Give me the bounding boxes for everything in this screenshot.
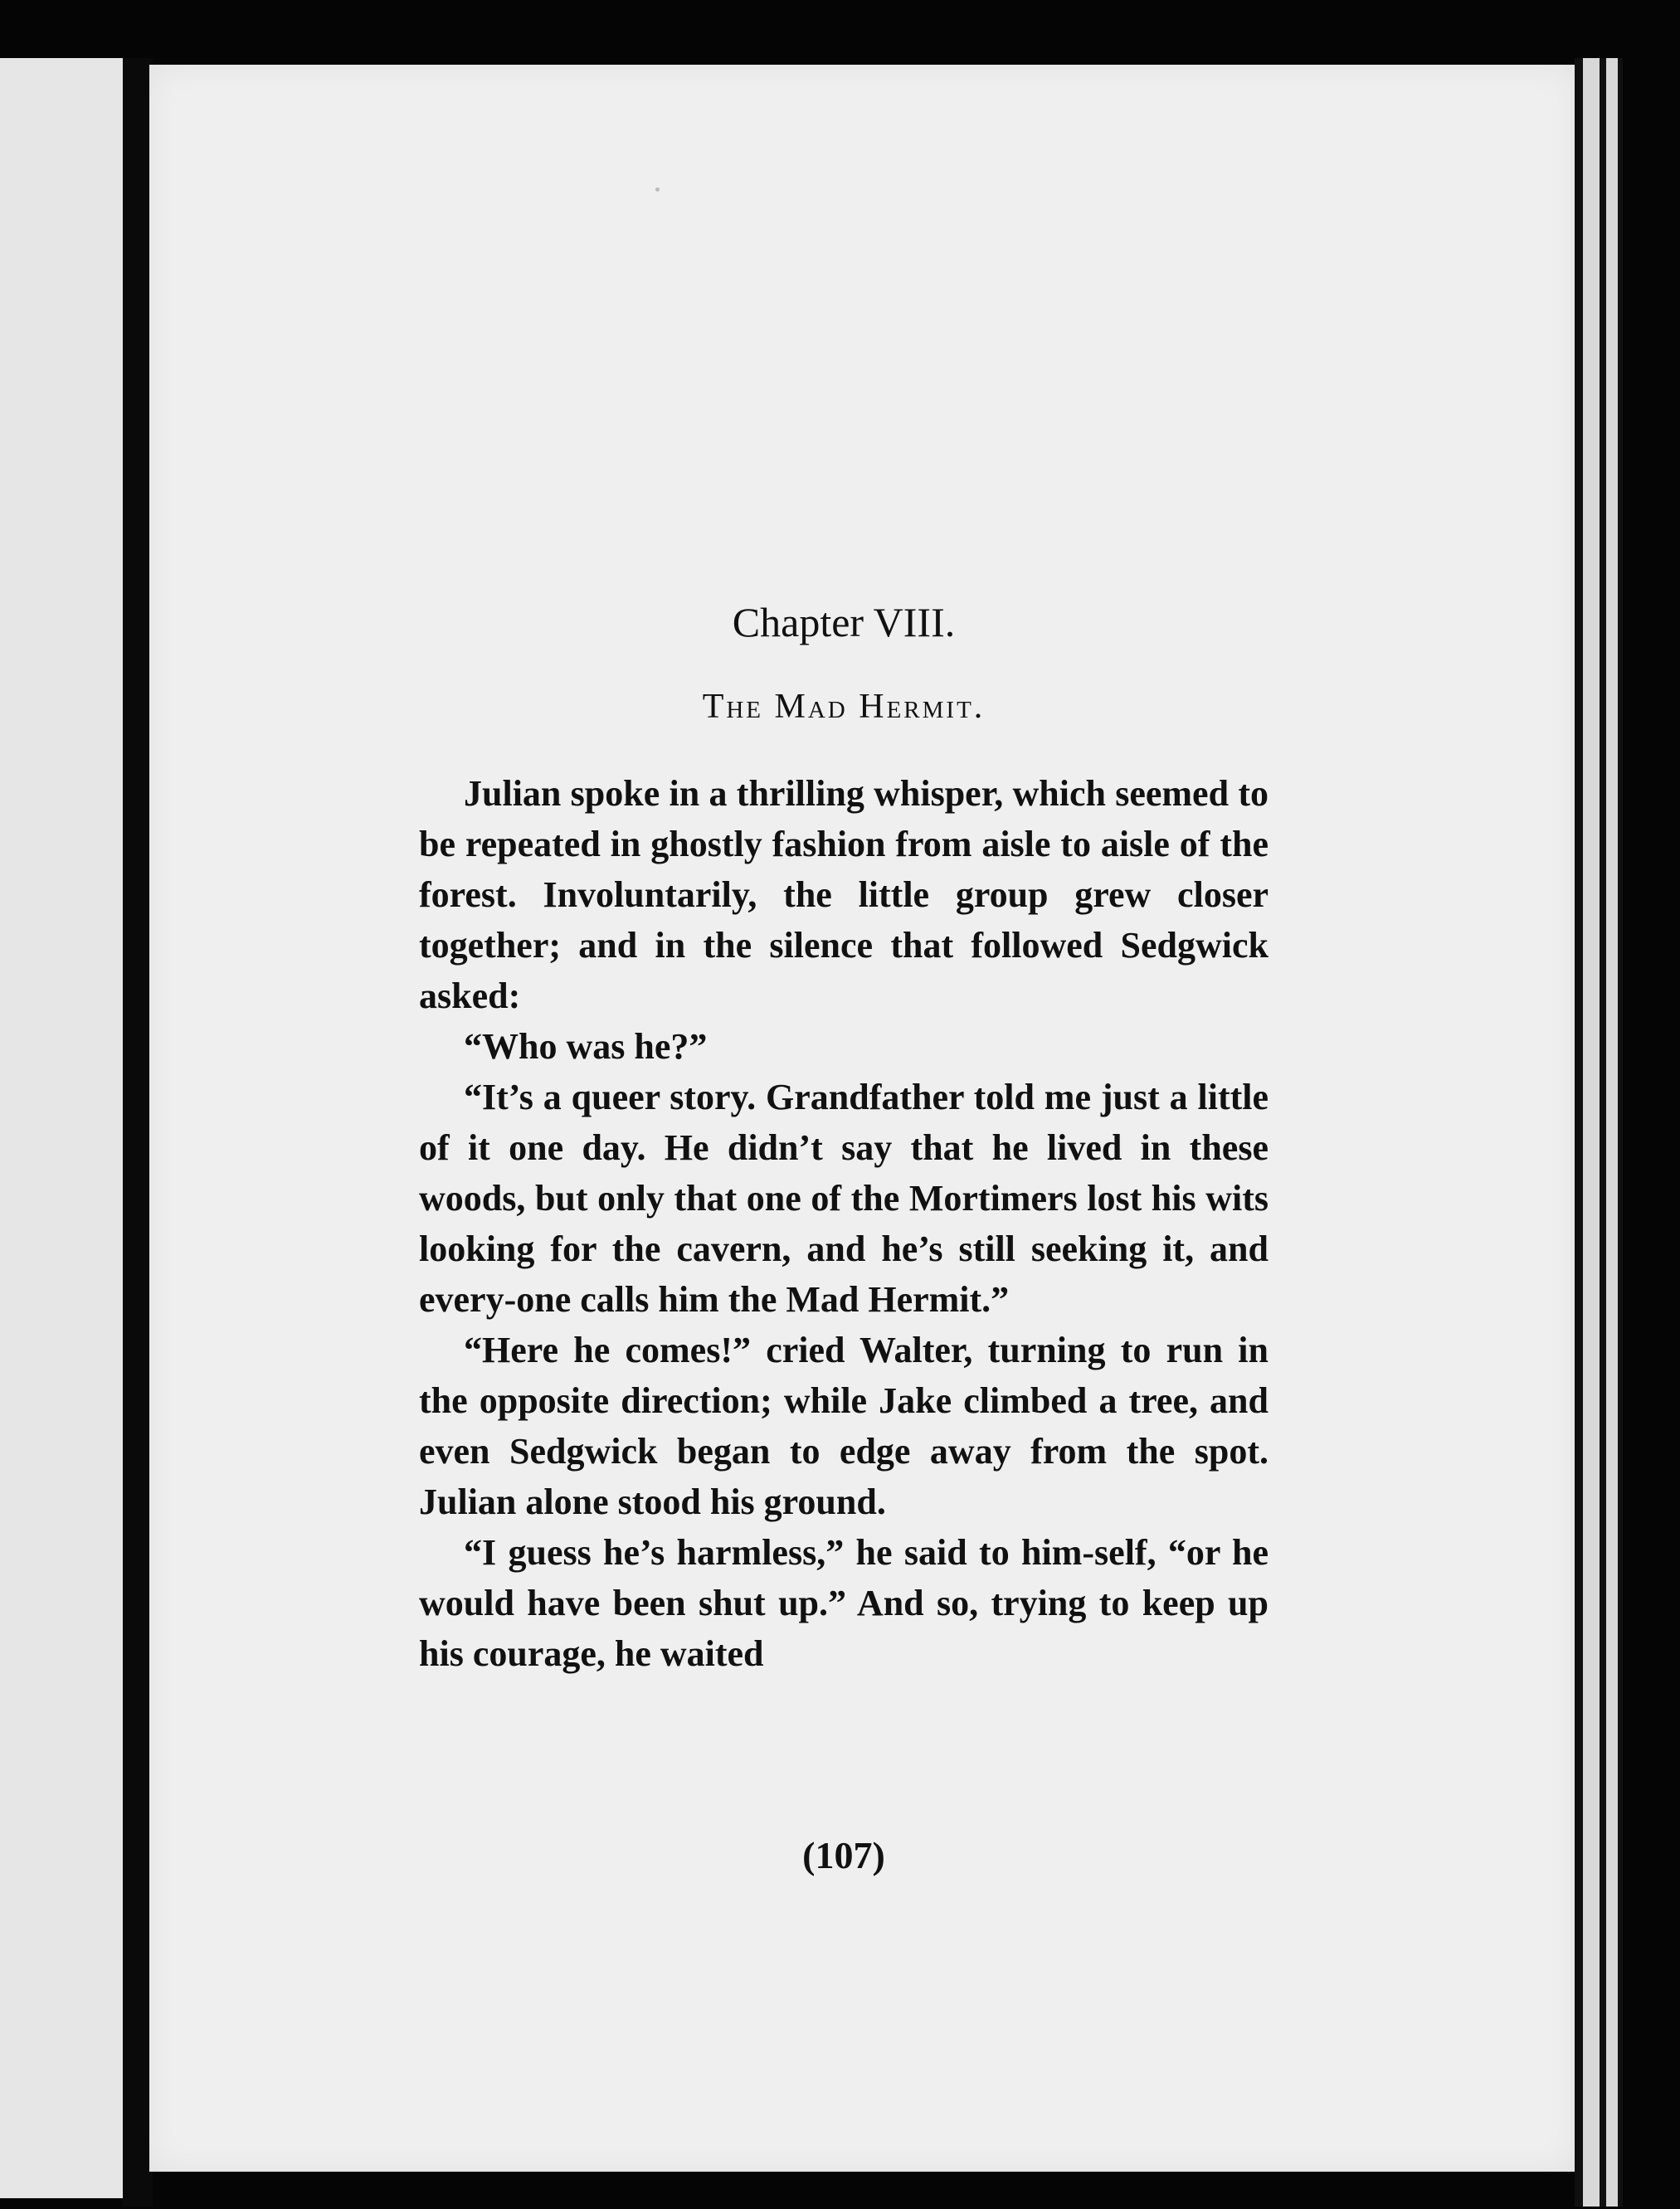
paper-speck xyxy=(655,187,660,192)
page-number: (107) xyxy=(802,1834,885,1876)
facing-page-edge xyxy=(0,58,124,2198)
page-edge-line xyxy=(1575,58,1583,2207)
page-edge-line xyxy=(1618,58,1623,2207)
page-text-block xyxy=(419,597,1269,1876)
page-edge-line xyxy=(1600,58,1606,2207)
book-page xyxy=(149,65,1576,2172)
body-paragraph: “Who was he?” xyxy=(464,1026,708,1067)
page-stack-edge xyxy=(1606,58,1618,2207)
body-paragraph: “I guess he’s harmless,” he said to him-self, “or he would have been shut up.” And so, trying to keep up his courage, he waited xyxy=(419,1532,1269,1674)
section-title: The Mad Hermit. xyxy=(702,688,986,726)
chapter-title: Chapter VIII. xyxy=(732,599,956,645)
binding-gutter xyxy=(123,58,153,2207)
body-paragraph: “Here he comes!” cried Walter, turning to run in the opposite direction; while Jake climbed a tree, and even Sedgwick began to edge away from the spot. Julian alone stood his ground. xyxy=(419,1330,1269,1522)
body-paragraph: “It’s a queer story. Grandfather told me just a little of it one day. He didn’t say that he lived in these woods, but only that one of the Mortimers lost his wits looking for the cavern, and he’s still seeking it, and every-one calls him the Mad Hermit.” xyxy=(419,1077,1269,1320)
page-stack-edge xyxy=(1583,58,1600,2207)
body-paragraph: Julian spoke in a thrilling whisper, which seemed to be repeated in ghostly fashion from aisle to aisle of the forest. Involuntarily, the little group grew closer together; and in the silence that followed Sedgwick asked: xyxy=(419,773,1269,1016)
